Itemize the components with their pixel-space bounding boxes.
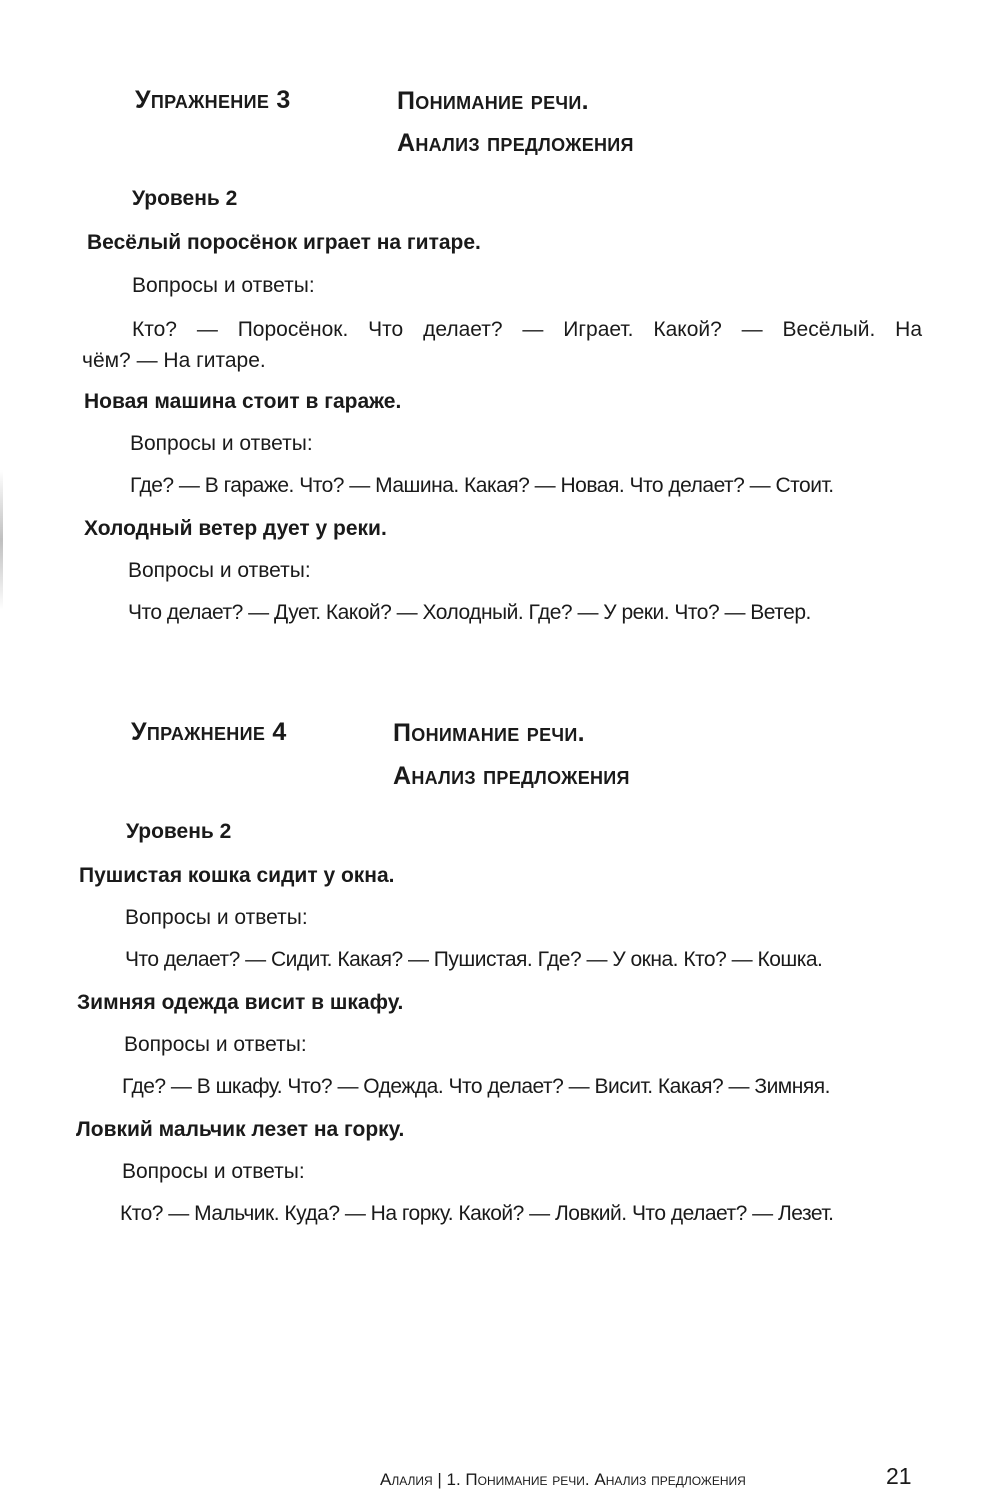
exercise-3-sentence-1: Весёлый поросёнок играет на гитаре. — [87, 231, 481, 254]
exercise-3-title-line2: Анализ предложения — [397, 129, 634, 157]
exercise-4-sentence-1: Пушистая кошка сидит у окна. — [79, 864, 395, 887]
scan-edge-shadow — [0, 470, 3, 610]
exercise-3-label: Упражнение 3 — [135, 86, 291, 114]
exercise-3-qa-1-line1: Кто? — Поросёнок. Что делает? — Играет. Какой? — Весёлый. На — [132, 318, 922, 341]
exercise-3-qa-label-3: Вопросы и ответы: — [128, 559, 311, 582]
exercise-3-qa-label-2: Вопросы и ответы: — [130, 432, 313, 455]
running-footer: Алалия | 1. Понимание речи. Анализ предложения — [380, 1470, 746, 1489]
exercise-4-sentence-2: Зимняя одежда висит в шкафу. — [77, 991, 404, 1014]
exercise-3-qa-1-line2: чём? — На гитаре. — [82, 349, 266, 372]
exercise-3-sentence-2: Новая машина стоит в гараже. — [84, 390, 402, 413]
exercise-3-qa-1 — [82, 314, 922, 376]
exercise-4-qa-3: Кто? — Мальчик. Куда? — На горку. Какой? — Ловкий. Что делает? — Лезет. — [120, 1202, 834, 1225]
exercise-4-level: Уровень 2 — [126, 820, 232, 843]
exercise-4-sentence-3: Ловкий мальчик лезет на горку. — [76, 1118, 405, 1141]
exercise-4-title-line2: Анализ предложения — [393, 762, 630, 790]
exercise-4-qa-label-3: Вопросы и ответы: — [122, 1160, 305, 1183]
exercise-3-qa-2: Где? — В гараже. Что? — Машина. Какая? — Новая. Что делает? — Стоит. — [130, 474, 834, 497]
exercise-4-qa-label-2: Вопросы и ответы: — [124, 1033, 307, 1056]
exercise-3-title-line1: Понимание речи. — [397, 87, 589, 115]
exercise-4-title-line1: Понимание речи. — [393, 719, 585, 747]
exercise-3-qa-3: Что делает? — Дует. Какой? — Холодный. Где? — У реки. Что? — Ветер. — [128, 601, 811, 624]
exercise-3-qa-label-1: Вопросы и ответы: — [132, 274, 315, 297]
page-number: 21 — [886, 1463, 912, 1489]
exercise-4-qa-1: Что делает? — Сидит. Какая? — Пушистая. Где? — У окна. Кто? — Кошка. — [125, 948, 823, 971]
exercise-3-sentence-3: Холодный ветер дует у реки. — [84, 517, 387, 540]
exercise-3-level: Уровень 2 — [132, 187, 238, 210]
exercise-4-qa-2: Где? — В шкафу. Что? — Одежда. Что делает? — Висит. Какая? — Зимняя. — [122, 1075, 830, 1098]
exercise-4-qa-label-1: Вопросы и ответы: — [125, 906, 308, 929]
exercise-4-label: Упражнение 4 — [131, 718, 287, 746]
